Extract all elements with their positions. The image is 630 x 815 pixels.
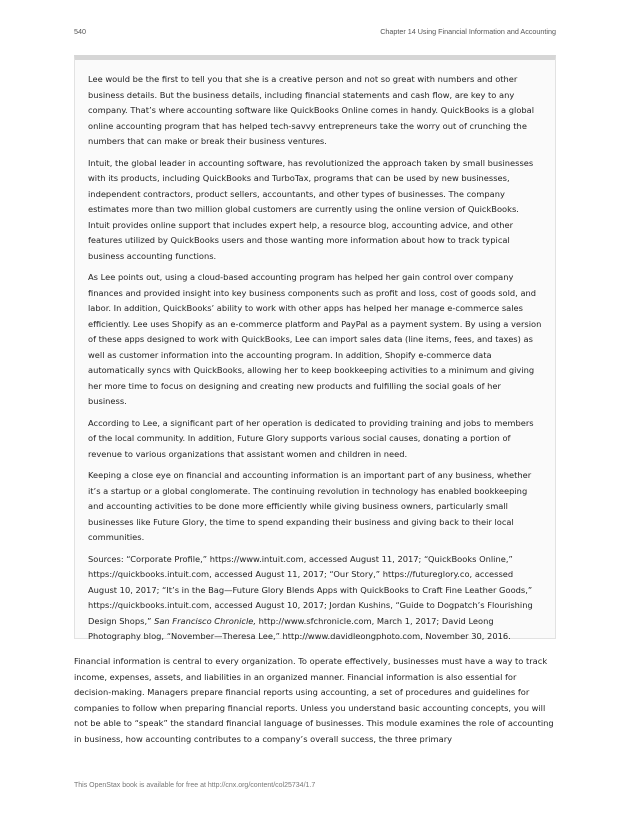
chapter-title: Chapter 14 Using Financial Information and Accounting — [380, 27, 556, 36]
feature-paragraph: Keeping a close eye on financial and accounting information is an important part of any business, whether it’s a startup or a global conglomerate. The continuing revolution in technology has enabled bookkeeping and accounting activities to be done more efficiently while giving business owners, particularly small businesses like Future Glory, the time to spend expanding their business and giving back to their local communities. — [88, 470, 532, 542]
sources-publication-title: San Francisco Chronicle, — [154, 615, 257, 626]
page-footer: This OpenStax book is available for free at http://cnx.org/content/col25734/1.7 — [74, 782, 316, 789]
page-number: 540 — [74, 27, 86, 36]
feature-paragraph: As Lee points out, using a cloud-based accounting program has helped her gain control over company finances and provided insight into key business components such as profit and loss, cost of goods sold, and labor. In addition, QuickBooks’ ability to work with other apps has helped her manage e-commerce sales efficiently. Lee uses Shopify as an e-commerce platform and PayPal as a payment system. By using a version of these apps designed to work with QuickBooks, Lee can import sales data (line items, fees, and taxes) as well as customer information into the accounting program. In addition, Shopify e-commerce data automatically syncs with QuickBooks, allowing her to keep bookkeeping activities to a minimum and giving her more time to focus on designing and creating new products and fulfilling the social goals of her business. — [88, 272, 542, 406]
feature-box — [74, 55, 556, 639]
running-header — [0, 0, 630, 40]
feature-paragraph: Lee would be the first to tell you that she is a creative person and not so great with numbers and other business details. But the business details, including financial statements and cash flow, are key to any company. That’s where accounting software like QuickBooks Online comes in handy. QuickBooks is a global online accounting program that has helped tech-savvy entrepreneurs take the worry out of crunching the numbers that can make or break their business ventures. — [88, 74, 535, 146]
body-paragraph: Financial information is central to every organization. To operate effectively, businesses must have a way to track income, expenses, assets, and liabilities in an organized manner. Financial information is also essential for decision-making. Managers prepare financial reports using accounting, a set of procedures and guidelines for companies to follow when preparing financial reports. Unless you understand basic accounting concepts, you will not be able to “speak” the standard financial language of businesses. This module examines the role of accounting in business, how accounting contributes to a company’s overall success, the three primary — [74, 656, 554, 744]
sources-paragraph — [88, 552, 542, 645]
sources-text-end: http://www.sfchronicle.com, March 1, 2017; David Leong Photography blog, “November—Theresa Lee,” http://www.davidleongphoto.com, November 30, 2016. — [88, 615, 511, 641]
feature-paragraph: Intuit, the global leader in accounting software, has revolutionized the approach taken by small businesses with its products, including QuickBooks and TurboTax, programs that can be used by new businesses, independent contractors, product sellers, accountants, and other types of businesses. The company estimates more than two million global customers are currently using the online version of QuickBooks. Intuit provides online support that includes expert help, a resource blog, accounting advice, and other features utilized by QuickBooks users and those wanting more information about how to track typical business accounting functions. — [88, 157, 534, 261]
feature-paragraph: According to Lee, a significant part of her operation is dedicated to providing training and jobs to members of the local community. In addition, Future Glory supports various social causes, donating a portion of revenue to various organizations that assistant women and children in need. — [88, 417, 534, 459]
sources-text: Sources: “Corporate Profile,” https://www.intuit.com, accessed August 11, 2017; “QuickBooks Online,” https://quickbooks.intuit.com, accessed August 11, 2017; “Our Story,” https://futureglory.co, accessed August 10, 2017; “It’s in the Bag—Future Glory Blends Apps with QuickBooks to Craft Fine Leather Goods,” https://quickbooks.intuit.com, accessed August 10, 2017; Jordan Kushins, “Guide to Dogpatch’s Flourishing Design Shops,” — [88, 553, 533, 626]
